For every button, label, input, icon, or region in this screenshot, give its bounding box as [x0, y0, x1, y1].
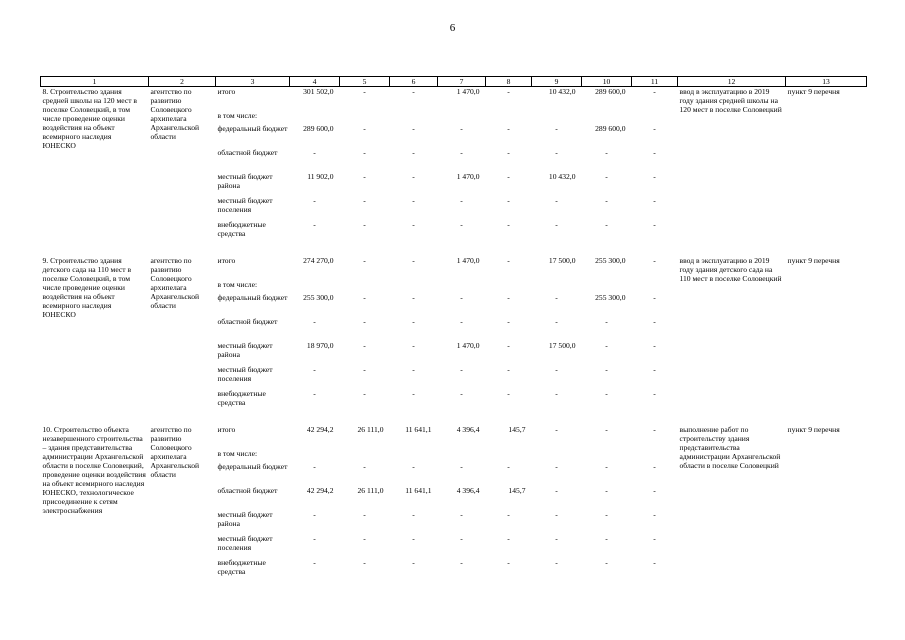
funding-source: местный бюджет поселения: [217, 534, 273, 552]
amount-cell: [532, 280, 582, 293]
amount-cell: [632, 280, 678, 293]
amount-cell: -: [313, 462, 316, 471]
amount-cell: [340, 280, 390, 293]
amount-cell: -: [460, 124, 463, 133]
amount-cell: -: [313, 220, 316, 229]
amount-cell: -: [653, 558, 656, 567]
amount-cell: 255 300,0: [595, 256, 626, 265]
amount-cell: -: [412, 365, 415, 374]
amount-cell: -: [605, 341, 608, 350]
funding-source: местный бюджет района: [217, 341, 273, 359]
amount-cell: 17 500,0: [548, 341, 576, 350]
item-name: 8. Строительство здания средней школы на 120 мест в поселке Соловецкий, в том числе проведение оценки воздействия на объект всемирного наследия ЮНЕСКО: [42, 87, 137, 150]
amount-cell: 1 470,0: [456, 172, 480, 181]
amount-cell: -: [507, 317, 510, 326]
amount-cell: -: [653, 462, 656, 471]
amount-cell: -: [507, 196, 510, 205]
column-number-row: [41, 77, 867, 87]
amount-cell: -: [507, 510, 510, 519]
amount-cell: -: [555, 558, 558, 567]
amount-cell: 4 396,4: [456, 486, 480, 495]
amount-cell: -: [605, 196, 608, 205]
amount-cell: -: [653, 148, 656, 157]
amount-cell: -: [412, 462, 415, 471]
amount-cell: -: [412, 124, 415, 133]
amount-cell: 11 641,1: [405, 486, 432, 495]
amount-cell: [632, 449, 678, 462]
amount-cell: -: [653, 341, 656, 350]
amount-cell: 26 111,0: [357, 425, 384, 434]
funding-source: итого: [217, 256, 236, 265]
amount-cell: -: [363, 317, 366, 326]
amount-cell: [486, 280, 532, 293]
amount-cell: 289 600,0: [303, 124, 334, 133]
column-header: 7: [438, 77, 486, 87]
amount-cell: [290, 111, 340, 124]
item-executor: агентство по развитию Соловецкого архипелага Архангельской области: [150, 87, 200, 141]
column-header: 4: [290, 77, 340, 87]
amount-cell: [390, 111, 438, 124]
amount-cell: -: [412, 341, 415, 350]
amount-cell: -: [313, 558, 316, 567]
funding-source: внебюджетные средства: [217, 558, 266, 576]
funding-source: областной бюджет: [217, 486, 278, 495]
amount-cell: -: [605, 172, 608, 181]
amount-cell: -: [653, 365, 656, 374]
amount-cell: -: [460, 148, 463, 157]
amount-cell: -: [507, 558, 510, 567]
amount-cell: -: [313, 148, 316, 157]
amount-cell: -: [507, 172, 510, 181]
item-result: ввод в эксплуатацию в 2019 году здания детского сада на 110 мест в поселке Соловецкий: [679, 256, 782, 283]
amount-cell: [486, 449, 532, 462]
item-reference: пункт 9 перечня: [787, 425, 840, 434]
amount-cell: -: [363, 389, 366, 398]
amount-cell: -: [412, 293, 415, 302]
funding-source: в том числе:: [217, 449, 258, 458]
amount-cell: -: [555, 425, 558, 434]
amount-cell: -: [460, 317, 463, 326]
amount-cell: [438, 449, 486, 462]
table-row: [41, 87, 867, 112]
amount-cell: -: [363, 534, 366, 543]
funding-source: внебюджетные средства: [217, 220, 266, 238]
amount-cell: 42 294,2: [306, 425, 334, 434]
amount-cell: 289 600,0: [595, 87, 626, 96]
amount-cell: -: [555, 486, 558, 495]
item-executor: агентство по развитию Соловецкого архипелага Архангельской области: [150, 425, 200, 479]
amount-cell: -: [653, 256, 656, 265]
amount-cell: -: [653, 510, 656, 519]
amount-cell: -: [460, 510, 463, 519]
item-name: 10. Строительство объекта незавершенного строительства – здания представительства администрации Архангельской области в поселке Соловецкий, проведение оценки воздействия на объект всемирного наследия ЮНЕСКО, технологическое присоединение к сетям электроснабжения: [42, 425, 146, 515]
amount-cell: -: [507, 462, 510, 471]
amount-cell: -: [653, 87, 656, 96]
amount-cell: -: [460, 220, 463, 229]
amount-cell: -: [605, 462, 608, 471]
amount-cell: 11 641,1: [405, 425, 432, 434]
amount-cell: -: [555, 317, 558, 326]
amount-cell: -: [605, 220, 608, 229]
amount-cell: -: [460, 558, 463, 567]
amount-cell: -: [555, 365, 558, 374]
amount-cell: -: [555, 389, 558, 398]
amount-cell: 4 396,4: [456, 425, 480, 434]
row-spacer: [41, 244, 867, 256]
amount-cell: -: [313, 534, 316, 543]
column-header: 12: [678, 77, 786, 87]
page-number: 6: [449, 22, 456, 34]
amount-cell: -: [412, 87, 415, 96]
amount-cell: -: [363, 148, 366, 157]
amount-cell: 18 970,0: [306, 341, 334, 350]
amount-cell: -: [555, 510, 558, 519]
amount-cell: 1 470,0: [456, 341, 480, 350]
column-header: 3: [216, 77, 290, 87]
amount-cell: -: [605, 486, 608, 495]
amount-cell: -: [412, 510, 415, 519]
amount-cell: [438, 111, 486, 124]
table-row: [41, 256, 867, 280]
amount-cell: -: [412, 196, 415, 205]
amount-cell: -: [363, 196, 366, 205]
amount-cell: -: [605, 510, 608, 519]
column-header: 5: [340, 77, 390, 87]
funding-source: федеральный бюджет: [217, 462, 288, 471]
amount-cell: -: [363, 510, 366, 519]
amount-cell: -: [507, 124, 510, 133]
amount-cell: [582, 280, 632, 293]
amount-cell: -: [653, 220, 656, 229]
funding-source: итого: [217, 425, 236, 434]
amount-cell: -: [653, 172, 656, 181]
amount-cell: -: [313, 317, 316, 326]
amount-cell: [632, 111, 678, 124]
table-row: [41, 425, 867, 449]
amount-cell: [290, 280, 340, 293]
amount-cell: -: [653, 317, 656, 326]
amount-cell: [340, 111, 390, 124]
amount-cell: 1 470,0: [456, 256, 480, 265]
item-result: ввод в эксплуатацию в 2019 году здания средней школы на 120 мест в поселке Соловецкий: [679, 87, 782, 114]
amount-cell: 145,7: [508, 486, 526, 495]
funding-source: местный бюджет поселения: [217, 196, 273, 214]
amount-cell: -: [363, 558, 366, 567]
amount-cell: -: [363, 365, 366, 374]
amount-cell: -: [605, 365, 608, 374]
amount-cell: -: [653, 389, 656, 398]
amount-cell: -: [507, 87, 510, 96]
amount-cell: -: [507, 293, 510, 302]
amount-cell: -: [653, 196, 656, 205]
amount-cell: -: [363, 124, 366, 133]
amount-cell: 145,7: [508, 425, 526, 434]
amount-cell: -: [412, 534, 415, 543]
column-header: 2: [149, 77, 216, 87]
funding-source: областной бюджет: [217, 148, 278, 157]
amount-cell: -: [555, 124, 558, 133]
amount-cell: -: [605, 558, 608, 567]
amount-cell: 1 470,0: [456, 87, 480, 96]
amount-cell: [532, 111, 582, 124]
column-header: 1: [41, 77, 149, 87]
amount-cell: [340, 449, 390, 462]
amount-cell: -: [653, 486, 656, 495]
amount-cell: 255 300,0: [303, 293, 334, 302]
amount-cell: -: [412, 148, 415, 157]
funding-source: итого: [217, 87, 236, 96]
amount-cell: 255 300,0: [595, 293, 626, 302]
amount-cell: -: [507, 220, 510, 229]
amount-cell: 10 432,0: [548, 172, 576, 181]
amount-cell: -: [605, 425, 608, 434]
amount-cell: 301 502,0: [303, 87, 334, 96]
item-result: выполнение работ по строительству здания представительства администрации Архангельской области в поселке Соловецкий: [679, 425, 781, 470]
amount-cell: -: [507, 389, 510, 398]
amount-cell: -: [412, 558, 415, 567]
item-reference: пункт 9 перечня: [787, 87, 840, 96]
item-executor: агентство по развитию Соловецкого архипелага Архангельской области: [150, 256, 200, 310]
amount-cell: -: [555, 148, 558, 157]
amount-cell: -: [412, 389, 415, 398]
amount-cell: -: [555, 220, 558, 229]
amount-cell: [582, 449, 632, 462]
column-header: 9: [532, 77, 582, 87]
amount-cell: -: [363, 220, 366, 229]
amount-cell: 11 902,0: [307, 172, 334, 181]
column-header: 11: [632, 77, 678, 87]
funding-source: федеральный бюджет: [217, 293, 288, 302]
amount-cell: -: [555, 196, 558, 205]
amount-cell: [486, 111, 532, 124]
funding-source: в том числе:: [217, 280, 258, 289]
amount-cell: -: [605, 534, 608, 543]
amount-cell: -: [313, 510, 316, 519]
amount-cell: -: [412, 172, 415, 181]
amount-cell: -: [653, 293, 656, 302]
amount-cell: [390, 449, 438, 462]
amount-cell: -: [363, 172, 366, 181]
amount-cell: 274 270,0: [303, 256, 334, 265]
funding-source: местный бюджет поселения: [217, 365, 273, 383]
funding-source: областной бюджет: [217, 317, 278, 326]
column-header: 13: [786, 77, 867, 87]
amount-cell: 17 500,0: [548, 256, 576, 265]
amount-cell: 289 600,0: [595, 124, 626, 133]
amount-cell: -: [460, 365, 463, 374]
amount-cell: -: [460, 534, 463, 543]
program-table: [40, 76, 867, 582]
amount-cell: -: [460, 389, 463, 398]
amount-cell: [390, 280, 438, 293]
funding-source: местный бюджет района: [217, 172, 273, 190]
amount-cell: [532, 449, 582, 462]
spacer-cell: [41, 244, 867, 256]
item-reference: пункт 9 перечня: [787, 256, 840, 265]
amount-cell: -: [363, 87, 366, 96]
column-header: 10: [582, 77, 632, 87]
amount-cell: -: [653, 425, 656, 434]
amount-cell: -: [605, 148, 608, 157]
funding-source: местный бюджет района: [217, 510, 273, 528]
amount-cell: -: [412, 256, 415, 265]
funding-source: внебюджетные средства: [217, 389, 266, 407]
amount-cell: -: [460, 293, 463, 302]
amount-cell: -: [653, 124, 656, 133]
row-spacer: [41, 413, 867, 425]
amount-cell: [290, 449, 340, 462]
amount-cell: -: [313, 389, 316, 398]
amount-cell: -: [460, 196, 463, 205]
amount-cell: -: [363, 462, 366, 471]
amount-cell: -: [507, 365, 510, 374]
amount-cell: -: [507, 256, 510, 265]
amount-cell: -: [507, 341, 510, 350]
amount-cell: [438, 280, 486, 293]
amount-cell: 10 432,0: [548, 87, 576, 96]
amount-cell: -: [507, 148, 510, 157]
amount-cell: -: [653, 534, 656, 543]
amount-cell: [582, 111, 632, 124]
amount-cell: -: [507, 534, 510, 543]
amount-cell: -: [363, 341, 366, 350]
amount-cell: -: [555, 462, 558, 471]
funding-source: в том числе:: [217, 111, 258, 120]
amount-cell: -: [313, 365, 316, 374]
amount-cell: 26 111,0: [357, 486, 384, 495]
amount-cell: -: [460, 462, 463, 471]
amount-cell: -: [605, 317, 608, 326]
amount-cell: -: [412, 317, 415, 326]
amount-cell: -: [313, 196, 316, 205]
amount-cell: -: [412, 220, 415, 229]
amount-cell: -: [363, 256, 366, 265]
amount-cell: -: [363, 293, 366, 302]
amount-cell: -: [555, 293, 558, 302]
item-name: 9. Строительство здания детского сада на 110 мест в поселке Соловецкий, в том числе проведение оценки воздействия на объект всемирного наследия ЮНЕСКО: [42, 256, 132, 319]
spacer-cell: [41, 413, 867, 425]
amount-cell: -: [555, 534, 558, 543]
amount-cell: 42 294,2: [306, 486, 334, 495]
column-header: 8: [486, 77, 532, 87]
funding-source: федеральный бюджет: [217, 124, 288, 133]
amount-cell: -: [605, 389, 608, 398]
column-header: 6: [390, 77, 438, 87]
